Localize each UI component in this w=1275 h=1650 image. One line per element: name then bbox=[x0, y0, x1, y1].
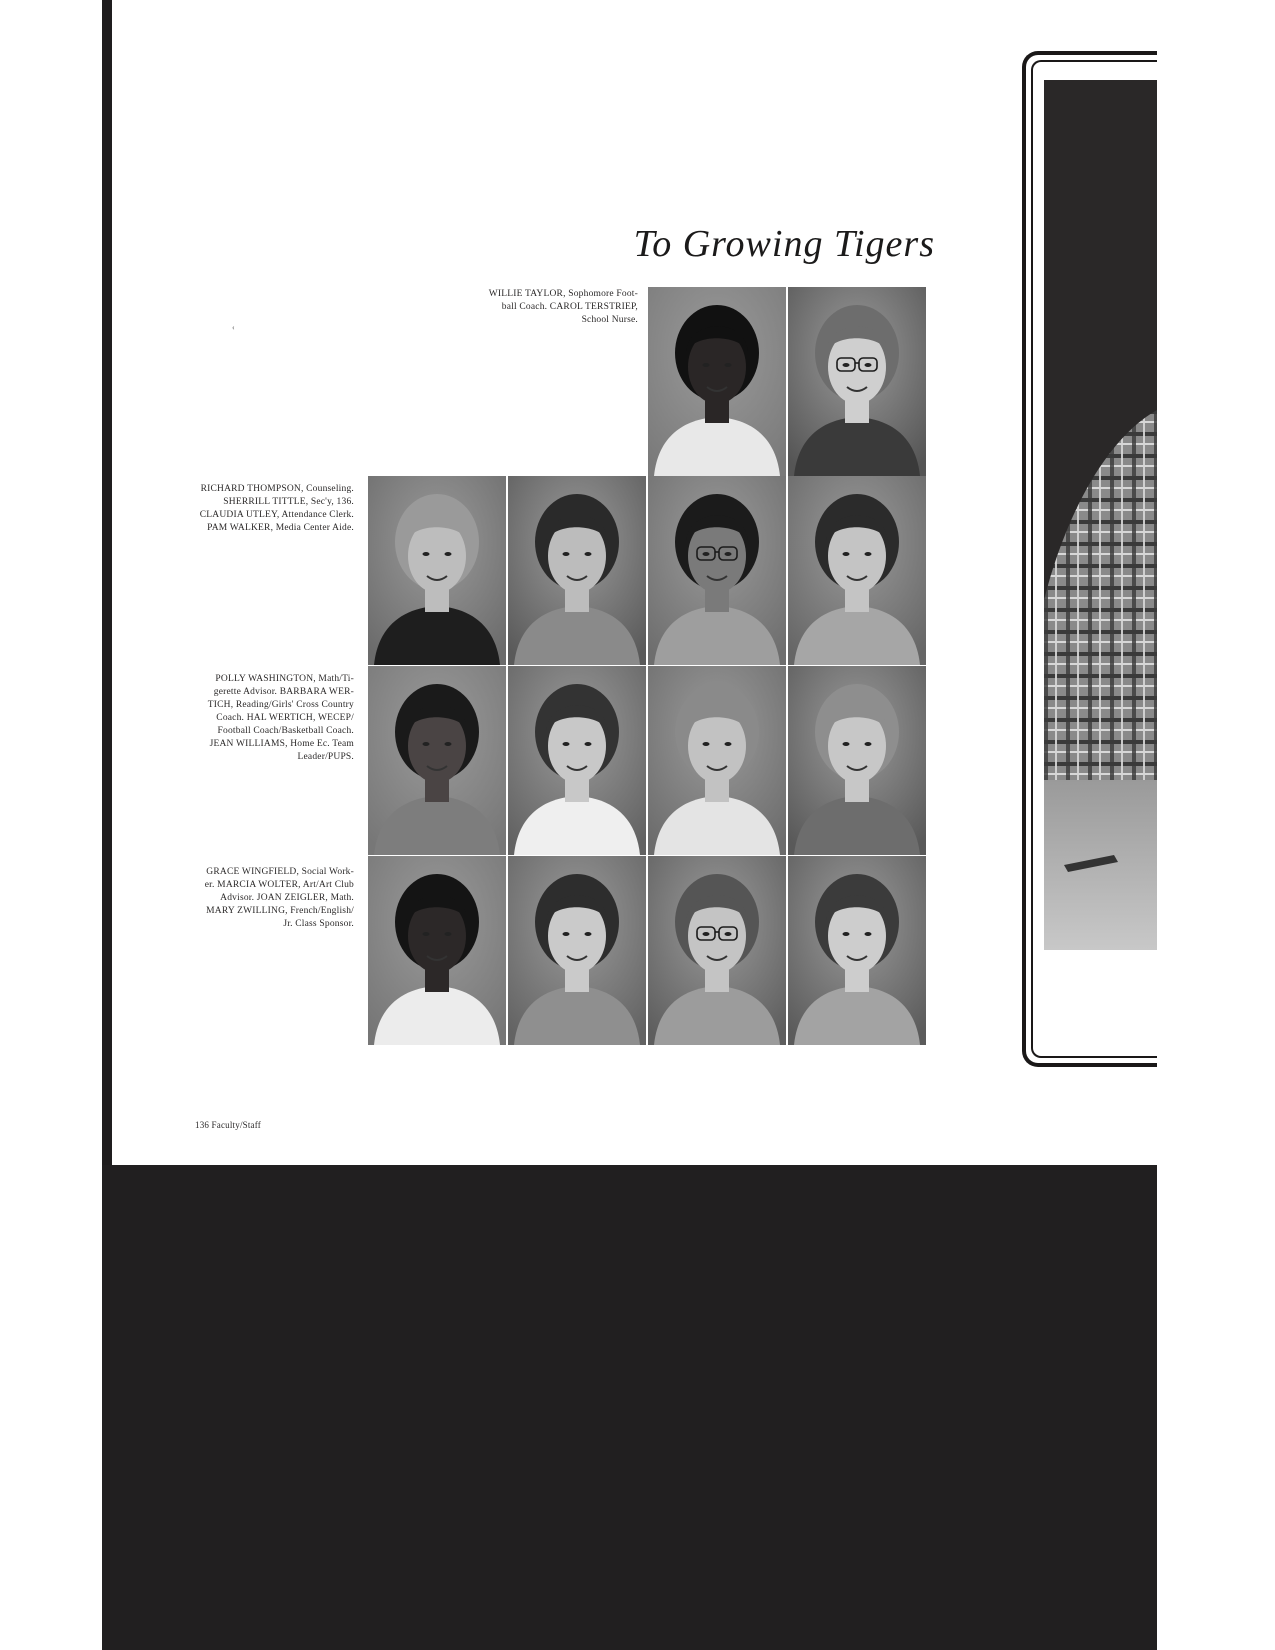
staff-portrait bbox=[508, 666, 646, 855]
caption-line: WILLIE TAYLOR, Sophomore Foot- bbox=[488, 289, 638, 299]
staff-portrait bbox=[368, 476, 506, 665]
caption-line: Leader/PUPS. bbox=[297, 752, 354, 762]
staff-portrait bbox=[648, 476, 786, 665]
caption-row-3 bbox=[208, 673, 354, 764]
caption-line: TICH, Reading/Girls' Cross Country bbox=[207, 700, 354, 710]
caption-line: GRACE WINGFIELD, Social Work- bbox=[206, 867, 354, 877]
caption-line: ball Coach. CAROL TERSTRIEP, bbox=[501, 302, 638, 312]
stray-mark: ‹ bbox=[232, 323, 235, 332]
staff-portrait bbox=[788, 287, 926, 476]
staff-portrait bbox=[788, 476, 926, 665]
staff-portrait bbox=[508, 476, 646, 665]
staff-portrait bbox=[368, 666, 506, 855]
caption-line: SHERRILL TITTLE, Sec'y, 136. bbox=[223, 497, 354, 507]
caption-line: MARY ZWILLING, French/English/ bbox=[206, 906, 354, 916]
scan-background bbox=[102, 1165, 1157, 1650]
staff-portrait bbox=[508, 856, 646, 1045]
caption-line: Jr. Class Sponsor. bbox=[283, 919, 354, 929]
caption-line: JEAN WILLIAMS, Home Ec. Team bbox=[209, 739, 354, 749]
caption-line: CLAUDIA UTLEY, Attendance Clerk. bbox=[199, 510, 354, 520]
page-folio: 136 Faculty/Staff bbox=[195, 1120, 261, 1130]
caption-line: RICHARD THOMPSON, Counseling. bbox=[200, 484, 354, 494]
staff-portrait bbox=[788, 856, 926, 1045]
caption-line: er. MARCIA WOLTER, Art/Art Club bbox=[204, 880, 354, 890]
caption-line: School Nurse. bbox=[581, 315, 638, 325]
caption-line: Football Coach/Basketball Coach. bbox=[217, 726, 354, 736]
staff-portrait bbox=[648, 666, 786, 855]
caption-row-4 bbox=[205, 866, 354, 931]
caption-line: Coach. HAL WERTICH, WECEP/ bbox=[216, 713, 354, 723]
staff-portrait bbox=[368, 856, 506, 1045]
staff-portrait bbox=[648, 856, 786, 1045]
caption-row-2 bbox=[200, 483, 354, 535]
page-title: To Growing Tigers bbox=[633, 223, 935, 265]
caption-row-1 bbox=[489, 288, 638, 327]
caption-line: PAM WALKER, Media Center Aide. bbox=[207, 523, 354, 533]
caption-line: Advisor. JOAN ZEIGLER, Math. bbox=[220, 893, 354, 903]
caption-line: gerette Advisor. BARBARA WER- bbox=[213, 687, 354, 697]
facing-page-photo bbox=[1044, 80, 1157, 950]
staff-portrait bbox=[788, 666, 926, 855]
staff-portrait bbox=[648, 287, 786, 476]
caption-line: POLLY WASHINGTON, Math/Ti- bbox=[215, 674, 354, 684]
